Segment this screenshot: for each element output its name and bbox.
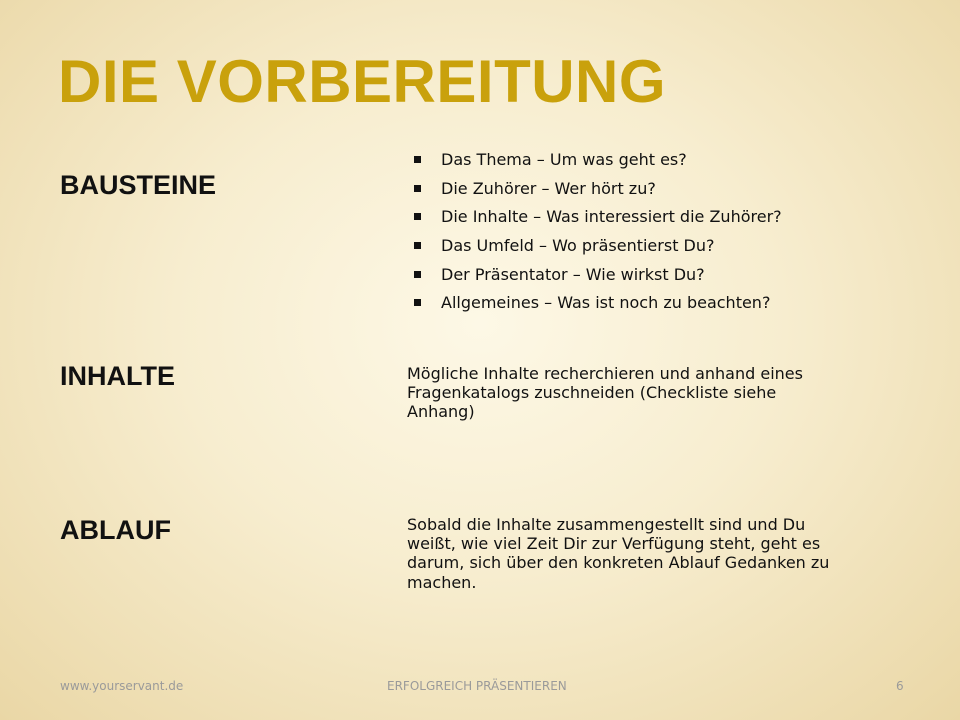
list-item bbox=[414, 288, 782, 317]
footer-website: www.yourservant.de bbox=[60, 679, 184, 693]
list-item-text: Die Zuhörer – Wer hört zu? bbox=[441, 178, 656, 198]
footer-page-number: 6 bbox=[896, 679, 904, 693]
square-bullet-icon bbox=[414, 156, 421, 163]
list-item-text: Die Inhalte – Was interessiert die Zuhörer? bbox=[441, 207, 782, 227]
square-bullet-icon bbox=[414, 213, 421, 220]
list-item bbox=[414, 260, 782, 289]
bausteine-list bbox=[414, 145, 782, 317]
list-item-text: Das Umfeld – Wo präsentierst Du? bbox=[441, 235, 715, 255]
list-item bbox=[414, 202, 782, 231]
square-bullet-icon bbox=[414, 299, 421, 306]
list-item bbox=[414, 231, 782, 260]
list-item-text: Das Thema – Um was geht es? bbox=[441, 149, 687, 169]
list-item bbox=[414, 145, 782, 174]
square-bullet-icon bbox=[414, 185, 421, 192]
square-bullet-icon bbox=[414, 271, 421, 278]
section-label-bausteine: BAUSTEINE bbox=[60, 170, 217, 200]
inhalte-text: Mögliche Inhalte recherchieren und anhand eines Fragenkatalogs zuschneiden (Checkliste siehe Anhang) bbox=[407, 364, 803, 422]
list-item-text: Der Präsentator – Wie wirkst Du? bbox=[441, 264, 705, 284]
slide-title: DIE VORBEREITUNG bbox=[58, 48, 667, 115]
section-label-inhalte: INHALTE bbox=[60, 361, 175, 391]
footer-presentation-title: ERFOLGREICH PRÄSENTIEREN bbox=[387, 679, 567, 693]
list-item bbox=[414, 174, 782, 203]
list-item-text: Allgemeines – Was ist noch zu beachten? bbox=[441, 293, 771, 313]
ablauf-text: Sobald die Inhalte zusammengestellt sind und Du weißt, wie viel Zeit Dir zur Verfügung steht, geht es darum, sich über den konkreten Ablauf Gedanken zu machen. bbox=[407, 515, 830, 592]
square-bullet-icon bbox=[414, 242, 421, 249]
section-label-ablauf: ABLAUF bbox=[60, 515, 171, 545]
